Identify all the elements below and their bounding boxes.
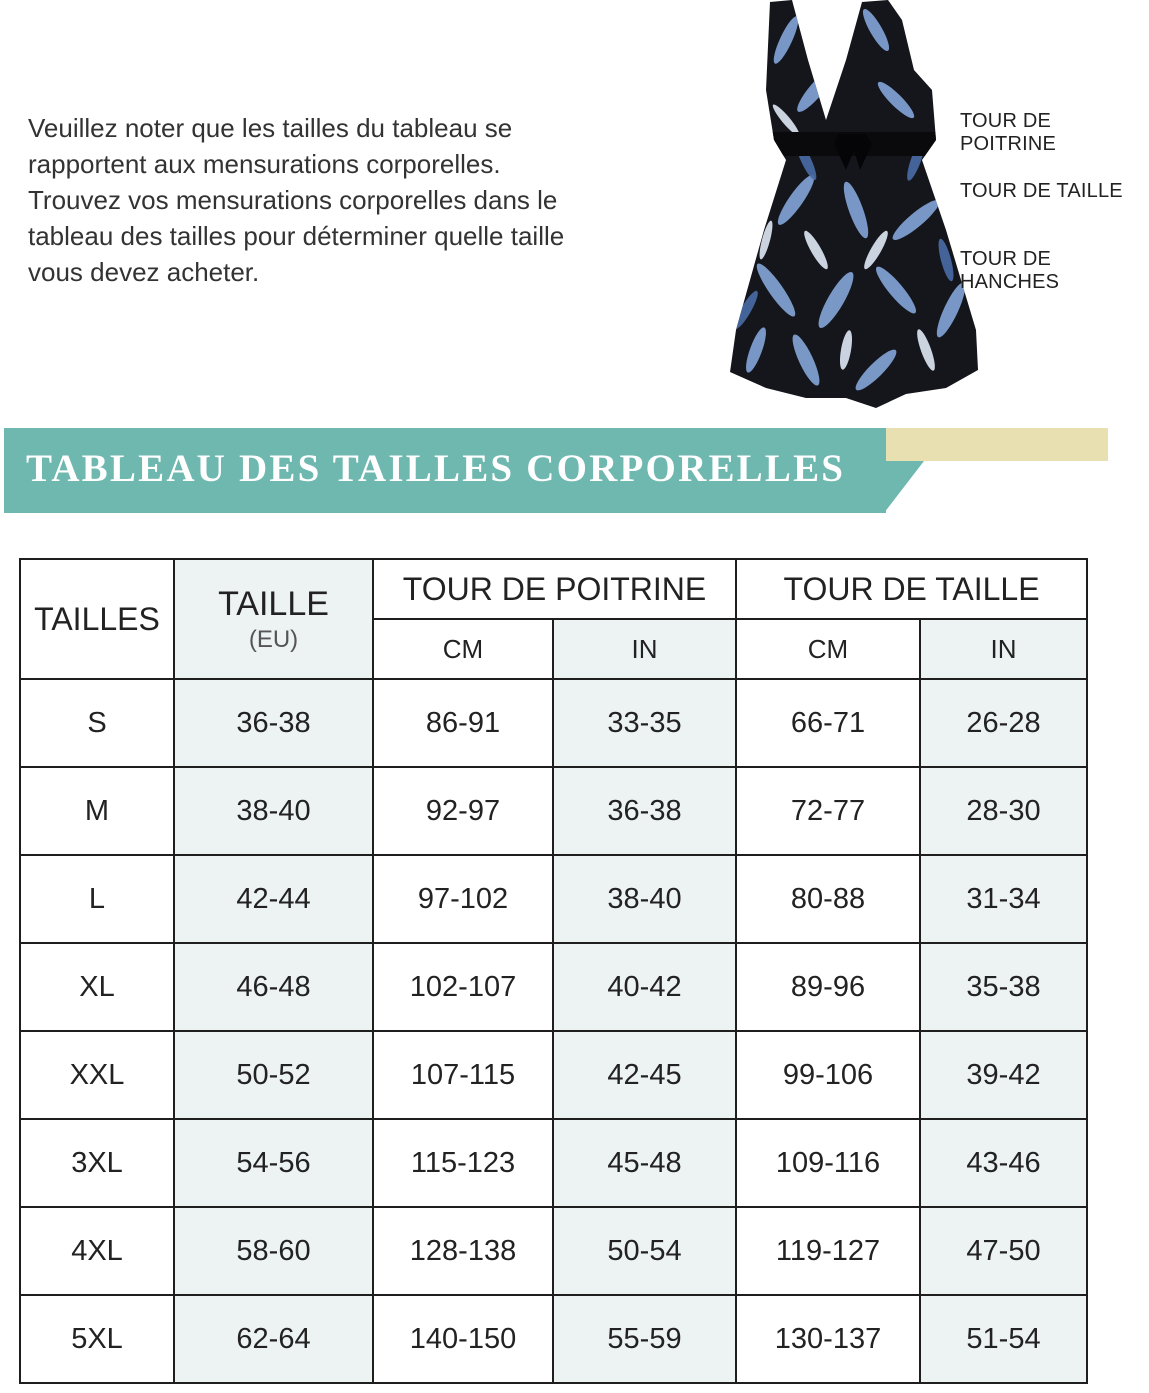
cell-bust-in: 38-40 — [553, 855, 736, 943]
cell-size: 5XL — [20, 1295, 174, 1383]
cell-bust-in: 36-38 — [553, 767, 736, 855]
header-taille — [174, 559, 373, 679]
cell-waist-in: 28-30 — [920, 767, 1087, 855]
cell-bust-cm: 86-91 — [373, 679, 553, 767]
cell-size: L — [20, 855, 174, 943]
header-bust-in: IN — [553, 619, 736, 679]
intro-line: Trouvez vos mensurations corporelles dans le — [28, 185, 558, 215]
cell-waist-cm: 109-116 — [736, 1119, 920, 1207]
intro-text — [28, 110, 688, 290]
cell-waist-in: 47-50 — [920, 1207, 1087, 1295]
cell-bust-cm: 102-107 — [373, 943, 553, 1031]
size-table — [19, 558, 1088, 1384]
cell-bust-in: 40-42 — [553, 943, 736, 1031]
cell-waist-cm: 72-77 — [736, 767, 920, 855]
bust-label: TOUR DE POITRINE — [960, 110, 1057, 155]
cell-bust-cm: 92-97 — [373, 767, 553, 855]
cell-waist-cm: 80-88 — [736, 855, 920, 943]
cell-bust-cm: 97-102 — [373, 855, 553, 943]
table-row — [20, 1119, 1087, 1207]
cell-bust-cm: 140-150 — [373, 1295, 553, 1383]
cell-waist-in: 43-46 — [920, 1119, 1087, 1207]
cell-bust-in: 50-54 — [553, 1207, 736, 1295]
cell-eu: 36-38 — [174, 679, 373, 767]
cell-waist-cm: 119-127 — [736, 1207, 920, 1295]
cell-waist-in: 26-28 — [920, 679, 1087, 767]
header-bust-cm: CM — [373, 619, 553, 679]
cell-eu: 50-52 — [174, 1031, 373, 1119]
table-row — [20, 855, 1087, 943]
intro-line: rapportent aux mensurations corporelles. — [28, 149, 501, 179]
header-waist-in: IN — [920, 619, 1087, 679]
cell-bust-in: 55-59 — [553, 1295, 736, 1383]
header-waist: TOUR DE TAILLE — [736, 559, 1087, 619]
banner-title: TABLEAU DES TAILLES CORPORELLES — [26, 447, 846, 490]
header-taille-label: TAILLE — [218, 584, 329, 623]
cell-bust-in: 33-35 — [553, 679, 736, 767]
header-bust: TOUR DE POITRINE — [373, 559, 736, 619]
cell-bust-in: 42-45 — [553, 1031, 736, 1119]
cell-eu: 58-60 — [174, 1207, 373, 1295]
cell-eu: 54-56 — [174, 1119, 373, 1207]
cell-size: XXL — [20, 1031, 174, 1119]
table-row — [20, 943, 1087, 1031]
cell-size: XL — [20, 943, 174, 1031]
cell-waist-cm: 66-71 — [736, 679, 920, 767]
waist-label: TOUR DE TAILLE — [960, 180, 1123, 202]
table-row — [20, 767, 1087, 855]
intro-line: Veuillez noter que les tailles du tableau se — [28, 113, 513, 143]
table-row — [20, 1295, 1087, 1383]
cell-bust-cm: 107-115 — [373, 1031, 553, 1119]
header-taille-unit: (EU) — [248, 625, 299, 653]
cell-bust-in: 45-48 — [553, 1119, 736, 1207]
cell-waist-cm: 89-96 — [736, 943, 920, 1031]
cell-waist-in: 51-54 — [920, 1295, 1087, 1383]
cell-waist-in: 35-38 — [920, 943, 1087, 1031]
table-row — [20, 1207, 1087, 1295]
cell-bust-cm: 115-123 — [373, 1119, 553, 1207]
cell-waist-in: 39-42 — [920, 1031, 1087, 1119]
swim-dress-image — [726, 0, 982, 410]
cell-eu: 42-44 — [174, 855, 373, 943]
intro-line: tableau des tailles pour déterminer quelle taille — [28, 221, 565, 251]
cell-waist-cm: 130-137 — [736, 1295, 920, 1383]
cell-size: 4XL — [20, 1207, 174, 1295]
banner-tail — [884, 461, 924, 513]
banner-accent — [884, 428, 1108, 461]
cell-waist-cm: 99-106 — [736, 1031, 920, 1119]
cell-size: S — [20, 679, 174, 767]
intro-line: vous devez acheter. — [28, 257, 260, 287]
cell-eu: 62-64 — [174, 1295, 373, 1383]
cell-waist-in: 31-34 — [920, 855, 1087, 943]
header-sizes: TAILLES — [20, 559, 174, 679]
cell-eu: 46-48 — [174, 943, 373, 1031]
header-waist-cm: CM — [736, 619, 920, 679]
hips-label: TOUR DE HANCHES — [960, 248, 1060, 293]
table-row — [20, 679, 1087, 767]
cell-bust-cm: 128-138 — [373, 1207, 553, 1295]
cell-eu: 38-40 — [174, 767, 373, 855]
cell-size: 3XL — [20, 1119, 174, 1207]
table-row — [20, 1031, 1087, 1119]
cell-size: M — [20, 767, 174, 855]
